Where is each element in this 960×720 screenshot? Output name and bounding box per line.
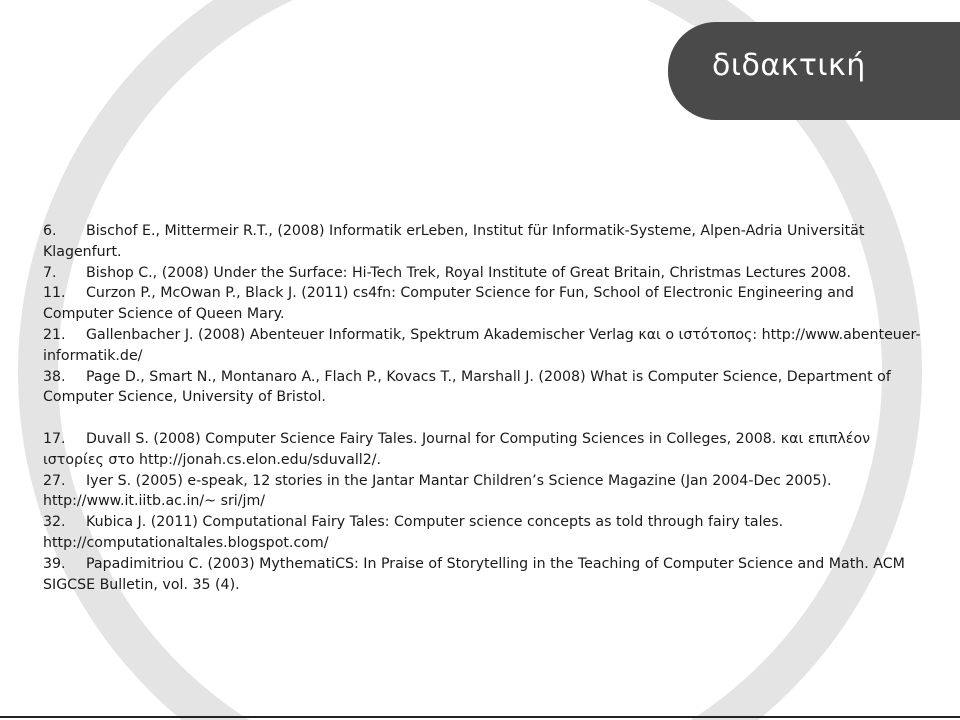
reference-text: Papadimitriou C. (2003) MythematiCS: In Praise of Storytelling in the Teaching of Computer Science and Math. ACM SIGCSE Bulletin, vol. 35 (4).	[43, 555, 905, 593]
reference-text: Page D., Smart N., Montanaro A., Flach P., Kovacs T., Marshall J. (2008) What is Computer Science, Department of Computer Science, University of Bristol.	[43, 368, 891, 406]
reference-number: 39.	[43, 555, 66, 572]
reference-item	[43, 471, 923, 513]
reference-text: Curzon P., McOwan P., Black J. (2011) cs4fn: Computer Science for Fun, School of Electronic Engineering and Computer Science of Queen Mary.	[43, 285, 854, 323]
reference-item	[43, 367, 923, 409]
reference-item	[43, 325, 923, 367]
reference-number: 27.	[43, 472, 66, 489]
reference-text: Iyer S. (2005) e-speak, 12 stories in the Jantar Mantar Children’s Science Magazine (Jan 2004-Dec 2005). http://www.it.iitb.ac.in/~ sri/jm/	[43, 472, 832, 510]
reference-number: 21.	[43, 326, 66, 343]
group-spacer	[43, 408, 923, 429]
reference-item	[43, 263, 923, 284]
reference-list	[43, 221, 923, 595]
reference-item	[43, 554, 923, 596]
reference-item	[43, 283, 923, 325]
reference-item	[43, 221, 923, 263]
reference-text: Gallenbacher J. (2008) Abenteuer Informatik, Spektrum Akademischer Verlag και ο ιστότοπος: http://www.abenteuer-informatik.de/	[43, 326, 921, 364]
reference-number: 6.	[43, 223, 57, 239]
reference-text: Bishop C., (2008) Under the Surface: Hi-Tech Trek, Royal Institute of Great Britain, Christmas Lectures 2008.	[86, 264, 852, 281]
reference-item	[43, 512, 923, 554]
page-title: διδακτική	[712, 48, 866, 83]
reference-text: Kubica J. (2011) Computational Fairy Tales: Computer science concepts as told through fairy tales. http://computationaltales.blogspot.com/	[43, 514, 784, 551]
reference-item	[43, 429, 923, 471]
bottom-divider	[0, 716, 960, 718]
reference-number: 32.	[43, 514, 66, 531]
reference-number: 7.	[43, 264, 57, 281]
reference-text: Bischof E., Mittermeir R.T., (2008) Informatik erLeben, Institut für Informatik-Systeme, Alpen-Adria Universität Klagenfurt.	[43, 223, 865, 260]
reference-number: 11.	[43, 285, 66, 302]
reference-text: Duvall S. (2008) Computer Science Fairy Tales. Journal for Computing Sciences in Colleges, 2008. και επιπλέον ιστορίες στο http://jonah.cs.elon.edu/sduvall2/.	[43, 430, 871, 468]
reference-number: 38.	[43, 368, 66, 385]
reference-number: 17.	[43, 430, 66, 447]
